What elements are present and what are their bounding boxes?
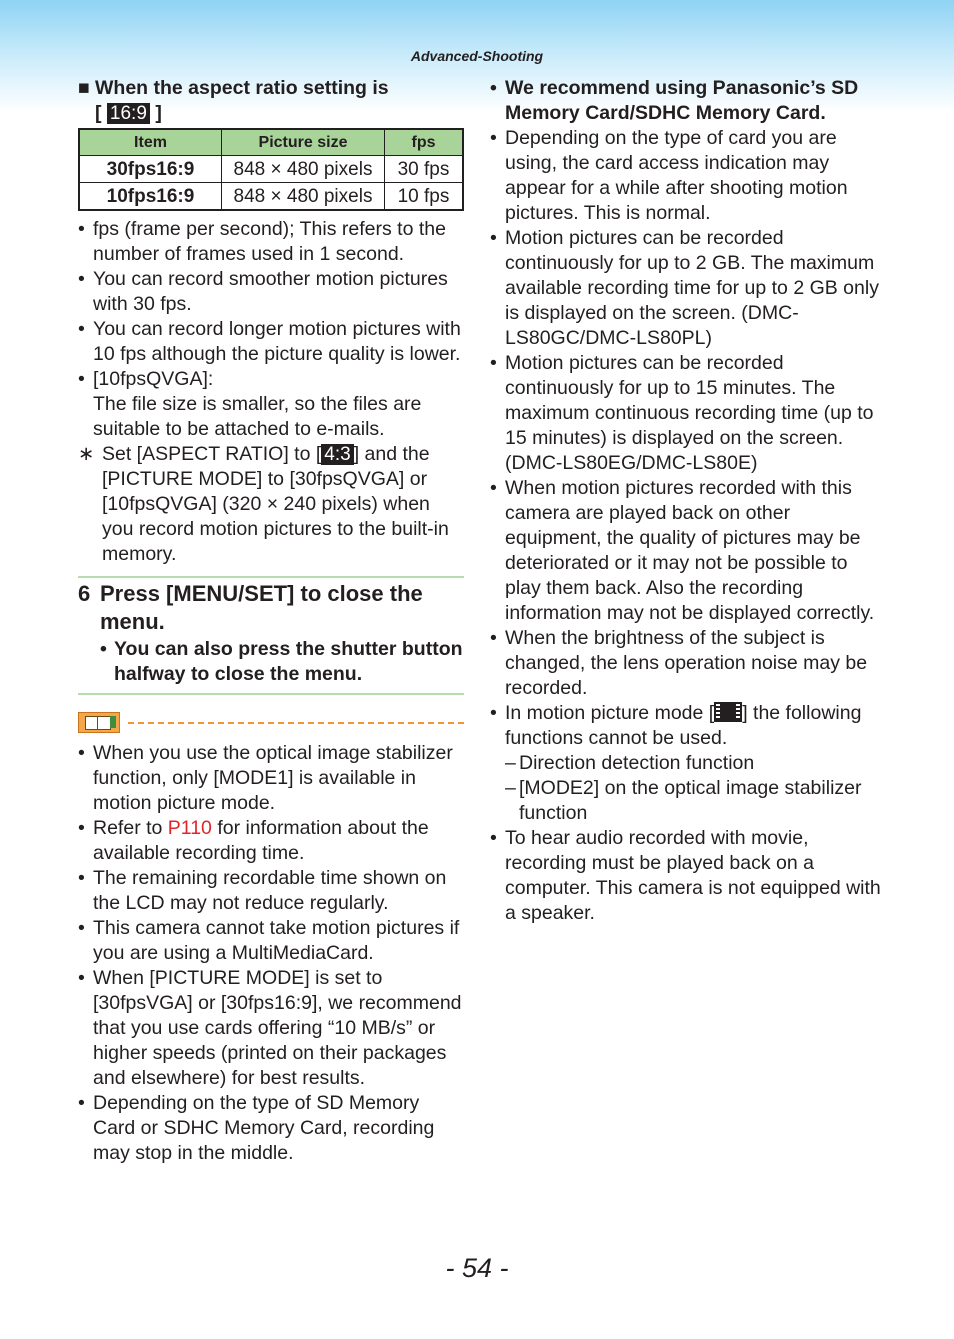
motion-picture-mode-icon: [714, 702, 742, 722]
page-link-p110[interactable]: P110: [167, 817, 212, 839]
step-6-note: • You can also press the shutter button halfway to close the menu.: [100, 638, 463, 685]
list-item: • We recommend using Panasonic’s SD Memory Card/SDHC Memory Card.: [490, 77, 859, 124]
list-item: • When motion pictures recorded with this camera are played back on other equipment, the quality of pictures may be deteriorated or it may not be possible to play them back. Also the recording information may not be displayed correctly.: [490, 477, 875, 624]
notes-book-icon: [78, 712, 120, 733]
list-item: • This camera cannot take motion pictures if you are using a MultiMediaCard.: [78, 917, 460, 964]
list-item: • In motion picture mode [ ] the following functions cannot be used. – Direction detection function – [MODE2] on the optical image stabilizer function: [490, 701, 882, 826]
picture-size-table: [78, 128, 464, 211]
list-item: • To hear audio recorded with movie, recording must be played back on a computer. This camera is not equipped with a speaker.: [490, 827, 881, 924]
list-item: • [10fpsQVGA]: The file size is smaller, so the files are suitable to be attached to e-mails.: [78, 368, 422, 440]
left-column: [78, 76, 464, 1166]
list-item: – [MODE2] on the optical image stabilizer function: [505, 777, 862, 824]
page-number: - 54 -: [445, 1253, 509, 1283]
list-item: • You can record smoother motion pictures with 30 fps.: [78, 268, 448, 315]
table-header-picture-size: Picture size: [222, 129, 385, 156]
right-column: [490, 76, 882, 926]
aspect-16-9-badge: 16:9: [107, 103, 150, 124]
table-header-fps: fps: [385, 129, 464, 156]
list-item: – Direction detection function: [505, 752, 755, 774]
table-row: 10fps16:9 848 × 480 pixels 10 fps: [79, 183, 463, 211]
list-item: • When you use the optical image stabilizer function, only [MODE1] is available in motion picture mode.: [78, 742, 453, 814]
list-item: • Motion pictures can be recorded continuously for up to 2 GB. The maximum available recording time for up to 2 GB only is displayed on the screen. (DMC-LS80GC/DMC-LS80PL): [490, 227, 879, 349]
list-item: • Depending on the type of card you are using, the card access indication may appear for a while after shooting motion pictures. This is normal.: [490, 127, 848, 224]
step-6-heading: 6 Press [MENU/SET] to close the menu.: [78, 581, 423, 634]
divider: [78, 576, 464, 578]
right-notes-list: [490, 76, 882, 926]
aspect-ratio-heading: ■ When the aspect ratio setting is [ 16:9 ]: [78, 77, 389, 124]
table-row: 30fps16:9 848 × 480 pixels 30 fps: [79, 156, 463, 183]
disabled-functions-list: [505, 751, 882, 826]
notes-list: [78, 741, 464, 1166]
tips-bar: [78, 710, 464, 736]
list-item: • Refer to P110 for information about the available recording time.: [78, 817, 429, 864]
list-item: • Depending on the type of SD Memory Card or SDHC Memory Card, recording may stop in the middle.: [78, 1092, 435, 1164]
list-item: • When [PICTURE MODE] is set to [30fpsVGA] or [30fps16:9], we recommend that you use cards offering “10 MB/s” or higher speeds (printed on their packages and elsewhere) for best results.: [78, 967, 462, 1089]
section-header: Advanced-Shooting: [410, 48, 544, 64]
list-item: • You can record longer motion pictures with 10 fps although the picture quality is lower.: [78, 318, 461, 365]
list-item: • Motion pictures can be recorded continuously for up to 15 minutes. The maximum continuous recording time (up to 15 minutes) is displayed on the screen. (DMC-LS80EG/DMC-LS80E): [490, 352, 874, 474]
fps-notes: [78, 217, 464, 567]
divider: [78, 693, 464, 695]
list-item: • When the brightness of the subject is changed, the lens operation noise may be recorded.: [490, 627, 868, 699]
aspect-4-3-badge: 4:3: [321, 444, 353, 465]
dashed-rule: [128, 722, 464, 724]
list-item: • The remaining recordable time shown on the LCD may not reduce regularly.: [78, 867, 447, 914]
list-item: • fps (frame per second); This refers to the number of frames used in 1 second.: [78, 218, 446, 265]
square-bullet-icon: ■: [78, 77, 90, 99]
asterisk-note: ∗ Set [ASPECT RATIO] to [ 4:3 ] and the [PICTURE MODE] to [30fpsQVGA] or [10fpsQVGA] (320 × 240 pixels) when you record motion pictures to the built-in memory.: [78, 443, 449, 565]
table-header-item: Item: [79, 129, 222, 156]
